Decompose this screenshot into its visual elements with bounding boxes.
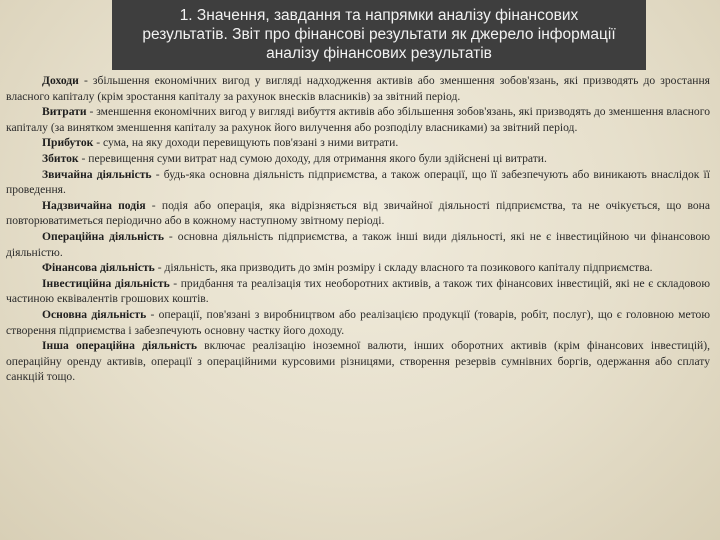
definition-osnovna-diialnist [6, 307, 710, 338]
definition-text: - операції, пов'язані з виробництвом або реалізацією продукції (товарів, робіт, послуг), що є головною метою створення підприємства і забезпечують основну частку його доходу. [6, 307, 710, 337]
term: Звичайна діяльність [42, 167, 152, 181]
definition-zvychaina-diialnist [6, 167, 710, 198]
definition-text: - збільшення економічних вигод у вигляді надходження активів або зменшення зобов'язань, які призводять до зростання власного капіталу (крім зростання капіталу за рахунок внесків власників) за звітний період. [6, 74, 710, 103]
definition-investytsiina-diialnist [6, 276, 710, 307]
definition-text: включає реалізацію іноземної валюти, інших оборотних активів (крім фінансових інвестицій), операційну оренду активів, операції з операційними курсовими різницями, створення резервів сумнівних боргів, одержання або сплату санкцій тощо. [6, 339, 710, 384]
title-line-2: результатів. Звіт про фінансові результати як джерело інформації [142, 26, 616, 43]
definition-text: - придбання та реалізація тих необоротних активів, а також тих фінансових інвестицій, які не є складовою частиною еквівалентів грошових коштів. [6, 276, 710, 306]
definition-dokhody [6, 73, 710, 104]
definitions-body [6, 73, 710, 385]
definition-text: - подія або операція, яка відрізняється від звичайної діяльності підприємства, та не очікується, що вона повторюватиметься періодично або в кожному наступному звітному періоді. [6, 198, 710, 228]
definition-text: - діяльність, яка призводить до змін розміру і складу власного та позикового капіталу підприємства. [154, 261, 653, 275]
term: Інвестиційна діяльність [42, 276, 170, 290]
term: Витрати [42, 105, 87, 119]
definition-operatsiina-diialnist [6, 229, 710, 260]
definition-insha-operatsiina-diialnist [6, 338, 710, 385]
definition-text: - будь-яка основна діяльність підприємства, а також операції, що її забезпечують або виникають внаслідок її проведення. [6, 167, 710, 197]
title-line-1: 1. Значення, завдання та напрямки аналізу фінансових [179, 7, 579, 24]
definition-nadzvychaina-podiia [6, 198, 710, 229]
term: Інша операційна діяльність [42, 339, 197, 353]
definition-text: - зменшення економічних вигод у вигляді вибуття активів або збільшення зобов'язань, які призводять до зменшення власного капіталу (за винятком зменшення капіталу за рахунок його вилучення або розподілу власниками) за звітний період. [6, 105, 710, 134]
term: Прибуток [42, 136, 94, 150]
slide-title [112, 0, 646, 70]
term: Доходи [42, 74, 79, 87]
term: Операційна діяльність [42, 229, 164, 243]
definition-finansova-diialnist [6, 260, 710, 276]
term: Фінансова діяльність [42, 261, 155, 275]
term: Надзвичайна подія [42, 198, 146, 212]
definition-zbytok [6, 151, 710, 167]
definition-text: - перевищення суми витрат над сумою доходу, для отримання якого були здійснені ці витрати. [78, 151, 547, 165]
definition-vytraty [6, 104, 710, 135]
term: Збиток [42, 151, 79, 165]
definition-text: - сума, на яку доходи перевищують пов'язані з ними витрати. [93, 136, 399, 150]
term: Основна діяльність [42, 307, 147, 321]
definition-prybutok [6, 135, 710, 151]
title-line-3: аналізу фінансових результатів [266, 45, 492, 62]
definition-text: - основна діяльність підприємства, а також інші види діяльності, які не є інвестиційною чи фінансовою діяльністю. [6, 229, 710, 259]
